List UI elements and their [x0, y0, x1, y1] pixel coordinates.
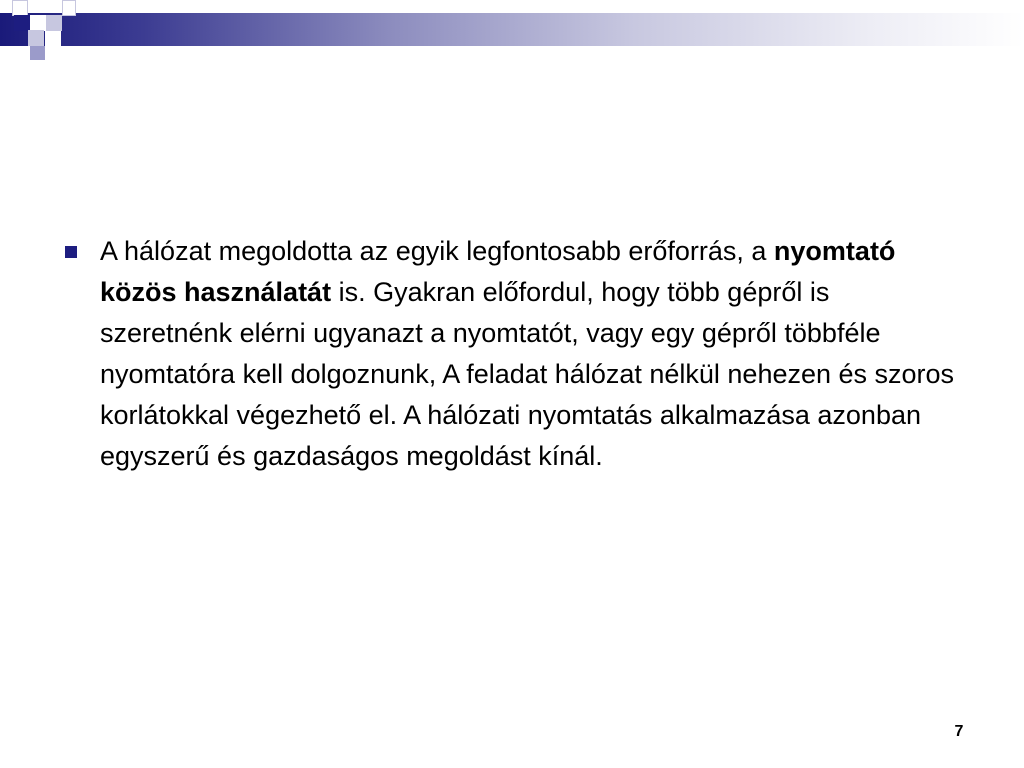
decorative-square — [12, 0, 28, 16]
decorative-square-mid — [30, 46, 45, 60]
decorative-square-dark — [14, 15, 30, 31]
header-gradient-band — [0, 13, 1024, 46]
decorative-square-light — [28, 30, 44, 46]
decorative-square — [45, 31, 61, 47]
decorative-square — [62, 0, 76, 16]
page-number: 7 — [954, 723, 964, 740]
decorative-square — [30, 15, 46, 31]
bullet-text-bold: nyomtató közös használatát — [100, 236, 896, 307]
bullet-text-end: is. Gyakran előfordul, hogy több gépről is szeretnénk elérni ugyanazt a nyomtatót, vagy egy gépről többféle nyomtatóra kell dolgoznunk, A feladat hálózat nélkül nehezen és szoros korlátokkal végezhető el. A hálózati nyomtatás alkalmazása azonban egyszerű és gazdaságos megoldást kínál. — [100, 277, 955, 471]
bullet-text-start: A hálózat megoldotta az egyik legfontosabb erőforrás, a — [100, 236, 774, 266]
square-bullet-icon — [65, 246, 77, 258]
slide-body — [62, 231, 962, 477]
decorative-square-light — [46, 15, 62, 31]
bullet-paragraph — [100, 231, 960, 477]
